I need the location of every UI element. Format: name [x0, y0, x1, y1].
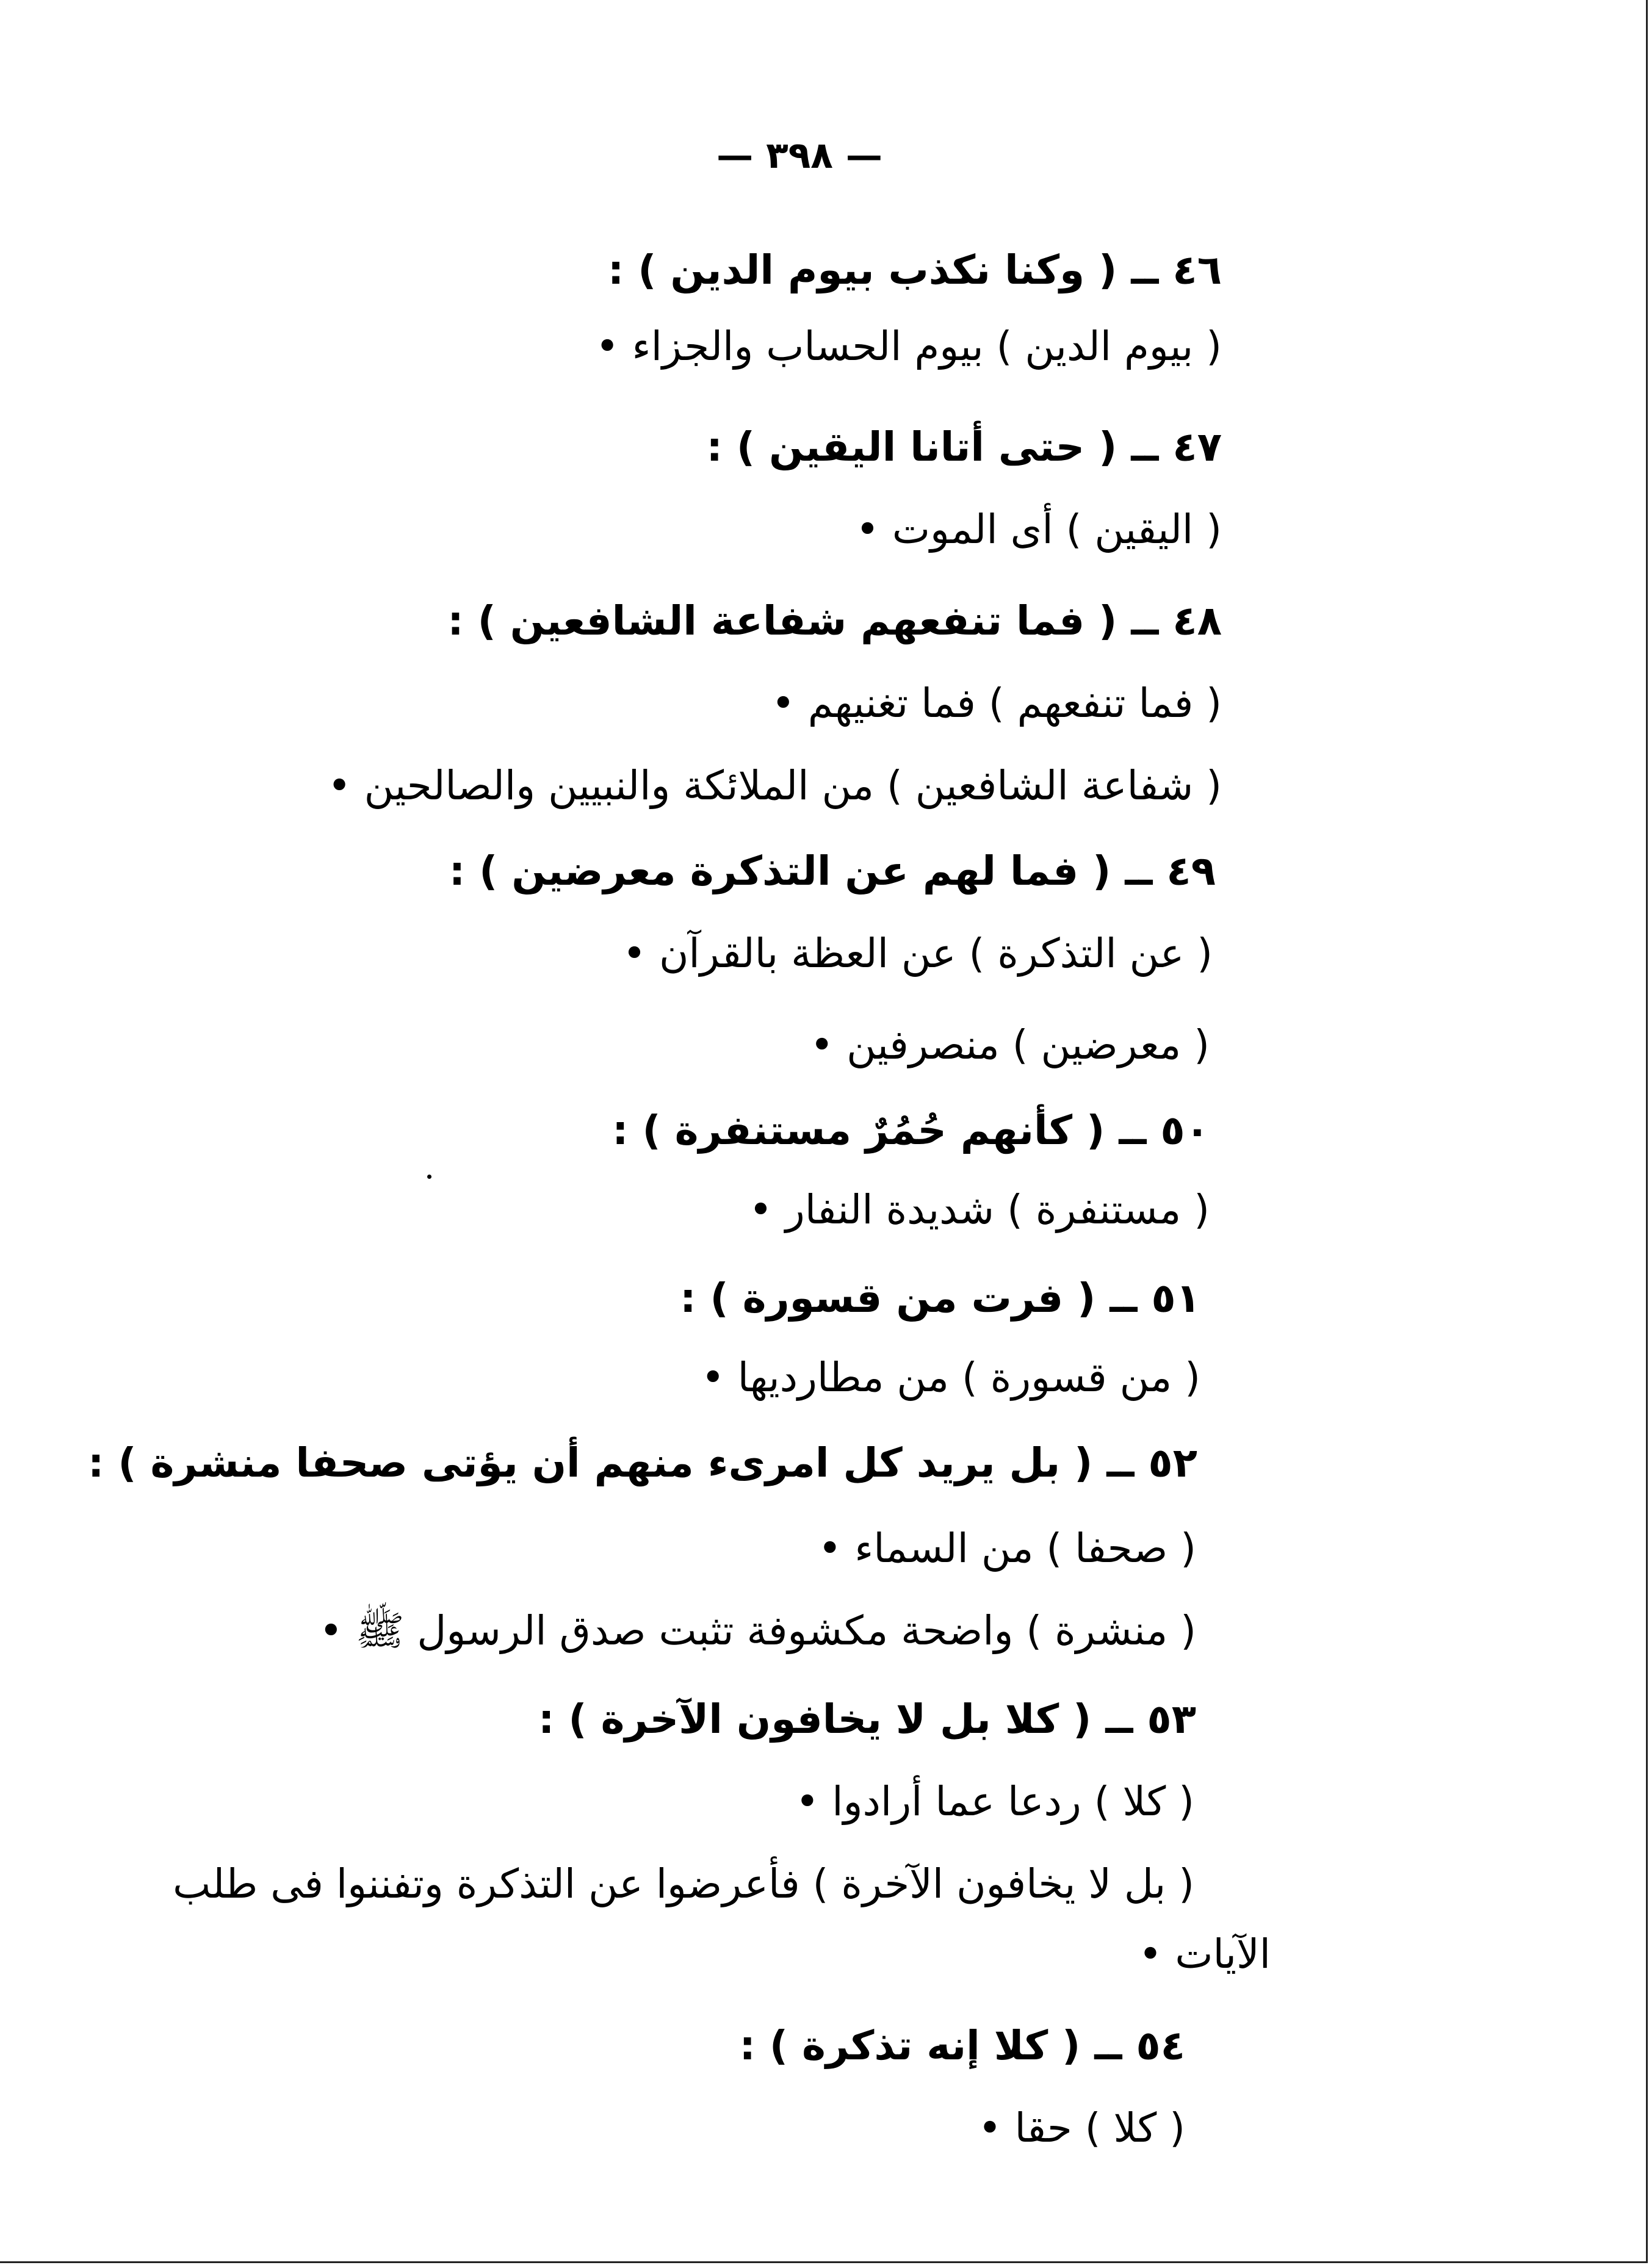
gloss-line: ( مستنفرة ) شديدة النفار •	[748, 1186, 1210, 1233]
gloss-line: ( فما تنفعهم ) فما تغنيهم •	[771, 680, 1222, 727]
gloss-line: ( اليقين ) أى الموت •	[855, 506, 1222, 553]
verse-48: ٤٨ ــ ( فما تنفعهم شفاعة الشافعين ) :	[447, 597, 1222, 644]
gloss-line: ( بيوم الدين ) بيوم الحساب والجزاء •	[595, 323, 1222, 370]
verse-49: ٤٩ ــ ( فما لهم عن التذكرة معرضين ) :	[449, 848, 1216, 895]
gloss-line: ( صحفا ) من السماء •	[818, 1525, 1196, 1572]
gloss-line: ( عن التذكرة ) عن العظة بالقرآن •	[622, 930, 1213, 977]
gloss-line: ( كلا ) حقا •	[978, 2104, 1185, 2151]
verse-54: ٥٤ ــ ( كلا إنه تذكرة ) :	[739, 2022, 1185, 2069]
verse-50: ٥٠ ــ ( كأنهم حُمُرٌ مستنفرة ) :	[612, 1107, 1210, 1154]
gloss-line: ( من قسورة ) من مطارديها •	[701, 1354, 1200, 1401]
verse-47: ٤٧ ــ ( حتى أتانا اليقين ) :	[706, 423, 1222, 470]
verse-46: ٤٦ ــ ( وكنا نكذب بيوم الدين ) :	[607, 247, 1222, 293]
page-number: — ٣٩٨ —	[716, 134, 882, 177]
gloss-line: ( بل لا يخافون الآخرة ) فأعرضوا عن التذكرة وتفننوا فى طلب	[173, 1860, 1194, 1907]
stray-dot-mark	[427, 1175, 431, 1179]
gloss-line: ( معرضين ) منصرفين •	[810, 1021, 1210, 1068]
verse-51: ٥١ ــ ( فرت من قسورة ) :	[680, 1275, 1200, 1322]
gloss-line: ( كلا ) ردعا عما أرادوا •	[795, 1778, 1194, 1825]
gloss-line: ( شفاعة الشافعين ) من الملائكة والنبيين والصالحين •	[327, 762, 1222, 809]
verse-52: ٥٢ ــ ( بل يريد كل امرىء منهم أن يؤتى صحفا منشرة ) :	[87, 1439, 1197, 1486]
gloss-line: الآيات •	[1138, 1931, 1271, 1978]
gloss-line: ( منشرة ) واضحة مكشوفة تثبت صدق الرسول ﷺ •	[319, 1607, 1196, 1654]
verse-53: ٥٣ ــ ( كلا بل لا يخافون الآخرة ) :	[538, 1696, 1196, 1743]
